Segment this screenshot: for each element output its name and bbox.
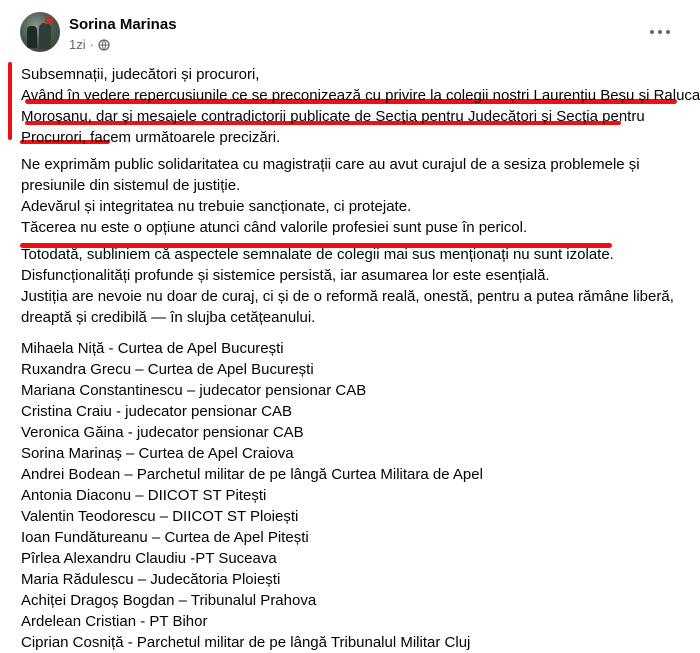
text-line: Disfuncționalități profunde și sistemice persistă, iar asumarea lor este esențială. bbox=[21, 267, 550, 284]
signatory-item: Veronica Găina - judecator pensionar CAB bbox=[21, 424, 304, 441]
signatory-item: Ciprian Cosniță - Parchetul militar de pe lângă Tribunalul Militar Cluj bbox=[21, 634, 471, 651]
post-header bbox=[20, 12, 680, 60]
signatory-item: Maria Rădulescu – Judecătoria Ploiești bbox=[21, 571, 281, 588]
signatory-item: Mihaela Niță - Curtea de Apel București bbox=[21, 340, 284, 357]
signatory-item: Sorina Marinaș – Curtea de Apel Craiova bbox=[21, 445, 294, 462]
text-line: Totodată, subliniem că aspectele semnalate de colegii mai sus menționați nu sunt izolate. bbox=[21, 246, 614, 263]
signatory-item: Cristina Craiu - judecator pensionar CAB bbox=[21, 403, 292, 420]
highlight-bar-left bbox=[8, 62, 12, 140]
signatory-item: Antonia Diaconu – DIICOT ST Pitești bbox=[21, 487, 267, 504]
meta-separator: · bbox=[89, 37, 94, 52]
signatory-list bbox=[21, 338, 681, 653]
text-line: Adevărul și integritatea nu trebuie sancționate, ci protejate. bbox=[21, 198, 412, 215]
signatory-item: Mariana Constantinescu – judecator pensionar CAB bbox=[21, 382, 367, 399]
text-line: Având în vedere repercusiunile ce se preconizează cu privire la colegii noștri Laurențiu Beșu și Raluca bbox=[21, 87, 700, 104]
text-line: Ne exprimăm public solidaritatea cu magistrații care au avut curajul de a sesiza problemele și bbox=[21, 156, 640, 173]
paragraph-solidarity bbox=[21, 154, 681, 238]
post-body bbox=[21, 64, 700, 653]
signatory-item: Andrei Bodean – Parchetul militar de pe lângă Curtea Militara de Apel bbox=[21, 466, 483, 483]
text-line: Tăcerea nu este o opțiune atunci când valorile profesiei sunt puse în pericol. bbox=[21, 219, 528, 236]
text-line: Procurori, facem următoarele precizări. bbox=[21, 129, 281, 146]
paragraph-reform bbox=[21, 244, 681, 328]
post-time[interactable]: 1zi bbox=[69, 37, 86, 52]
globe-icon bbox=[98, 39, 110, 51]
text-line: Moroșanu, dar și mesajele contradictorii publicate de Secția pentru Judecători și Secția pentru bbox=[21, 108, 645, 125]
avatar[interactable] bbox=[20, 12, 60, 52]
signatory-item: Ioan Fundătureanu – Curtea de Apel Pitești bbox=[21, 529, 309, 546]
author-name[interactable]: Sorina Marinas bbox=[69, 16, 177, 33]
text-line: presiunile din sistemul de justiție. bbox=[21, 177, 241, 194]
signatory-item: Achiței Dragoș Bogdan – Tribunalul Prahova bbox=[21, 592, 317, 609]
signatory-item: Pîrlea Alexandru Claudiu -PT Suceava bbox=[21, 550, 277, 567]
paragraph-intro bbox=[21, 64, 700, 148]
signatory-item: Ruxandra Grecu – Curtea de Apel București bbox=[21, 361, 314, 378]
signatory-item: Ardelean Cristian - PT Bihor bbox=[21, 613, 208, 630]
text-line: Justiția are nevoie nu doar de curaj, ci și de o reformă reală, onestă, pentru a putea rămâne liberă, bbox=[21, 288, 674, 305]
text-line: dreaptă și credibilă — în slujba cetățeanului. bbox=[21, 309, 316, 326]
signatory-item: Valentin Teodorescu – DIICOT ST Ploiești bbox=[21, 508, 299, 525]
text-line: Subsemnații, judecători și procurori, bbox=[21, 66, 260, 83]
post-meta bbox=[69, 37, 110, 52]
more-options-button[interactable] bbox=[648, 24, 672, 40]
